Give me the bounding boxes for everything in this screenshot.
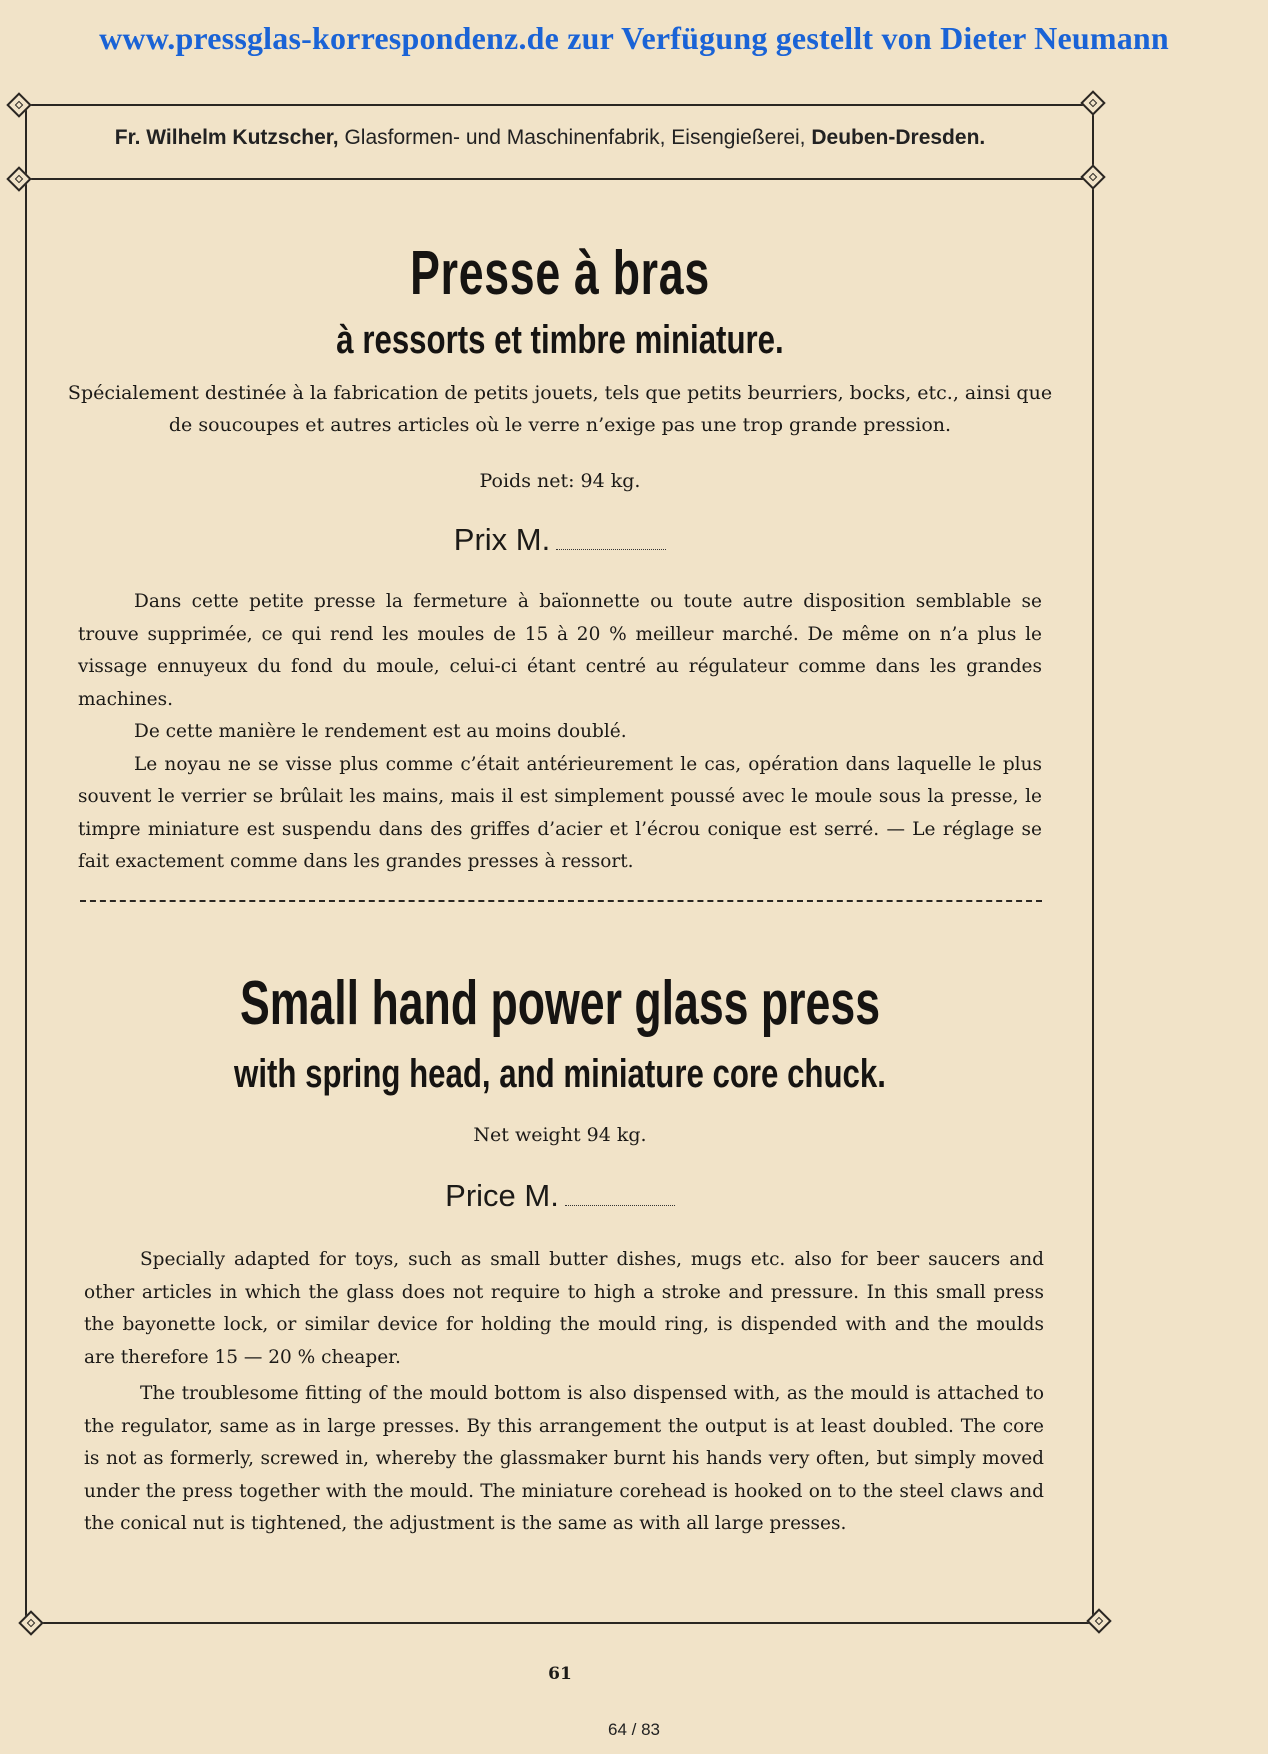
french-body bbox=[78, 586, 1042, 879]
company-place: Deuben-Dresden. bbox=[811, 126, 986, 149]
price-dots bbox=[565, 1205, 675, 1206]
english-subtitle: with spring head, and miniature core chuck. bbox=[234, 1052, 886, 1096]
french-title: Presse à bras bbox=[410, 239, 710, 308]
corner-ornament-icon bbox=[1086, 1608, 1111, 1633]
french-weight: Poids net: 94 kg. bbox=[479, 470, 641, 492]
corner-ornament-icon bbox=[1080, 164, 1105, 189]
french-intro-line-2: de soucoupes et autres articles où le verre n’exige pas une trop grande pression. bbox=[168, 414, 952, 436]
frame-top-line bbox=[24, 104, 1094, 106]
french-paragraph-1: Dans cette petite presse la fermeture à baïonnette ou toute autre disposition semblable se trouve supprimée, ce qui rend les moules de 15 à 20 % meilleur marché. De même on n’a plus le vissage ennuyeux du fond du moule, celui-ci étant centré au régulateur comme dans les grandes machines. bbox=[78, 591, 1042, 710]
english-paragraph-2: The troublesome fitting of the mould bottom is also dispensed with, as the mould is attached to the regulator, same as in large presses. By this arrangement the output is at least doubled. The core is not as formerly, screwed in, whereby the glassmaker burnt his hands very often, but simply moved under the press together with the mould. The miniature corehead is hooked on to the steel claws and the conical nut is tightened, the adjustment is the same as with all large presses. bbox=[84, 1383, 1044, 1534]
frame-header-line bbox=[24, 178, 1094, 180]
price-dots bbox=[556, 549, 666, 550]
frame-bottom-line bbox=[32, 1622, 1100, 1624]
corner-ornament-icon bbox=[18, 1610, 43, 1635]
section-divider bbox=[80, 900, 1042, 902]
page-number: 61 bbox=[548, 1664, 572, 1684]
english-weight: Net weight 94 kg. bbox=[473, 1124, 647, 1146]
french-paragraph-2: De cette manière le rendement est au moins doublé. bbox=[134, 721, 627, 742]
corner-ornament-icon bbox=[6, 92, 31, 117]
frame-left-line bbox=[25, 104, 27, 1622]
watermark-link[interactable]: www.pressglas-korrespondenz.de zur Verfügung gestellt von Dieter Neumann bbox=[99, 20, 1169, 56]
french-intro-line-1: Spécialement destinée à la fabrication de petits jouets, tels que petits beurriers, bocks, etc., ainsi que bbox=[67, 382, 1053, 404]
english-title: Small hand power glass press bbox=[239, 969, 881, 1038]
company-business: Glasformen- und Maschinenfabrik, Eisengießerei, bbox=[344, 126, 806, 149]
french-subtitle: à ressorts et timbre miniature. bbox=[336, 318, 784, 362]
french-paragraph-3: Le noyau ne se visse plus comme c’était antérieurement le cas, opération dans laquelle le plus souvent le verrier se brûlait les mains, mais il est simplement poussé avec le moule sous la presse, le timpre miniature est suspendu dans des griffes d’acier et l’écrou conique est serré. — Le réglage se fait exactement comme dans les grandes presses à ressort. bbox=[78, 753, 1042, 872]
corner-ornament-icon bbox=[6, 166, 31, 191]
pdf-page-indicator: 64 / 83 bbox=[608, 1720, 660, 1739]
frame-right-line bbox=[1092, 104, 1094, 1622]
company-name: Fr. Wilhelm Kutzscher, bbox=[114, 126, 339, 149]
company-header bbox=[40, 126, 1060, 150]
english-paragraph-1: Specially adapted for toys, such as small butter dishes, mugs etc. also for beer saucers and other articles in which the glass does not require to high a stroke and pressure. In this small press the bayonette lock, or similar device for holding the mould ring, is dispended with and the moulds are therefore 15 — 20 % cheaper. bbox=[84, 1249, 1044, 1368]
english-body bbox=[84, 1244, 1044, 1541]
english-price-label: Price M. bbox=[445, 1178, 559, 1213]
french-price bbox=[0, 522, 1120, 558]
english-price bbox=[0, 1178, 1120, 1214]
corner-ornament-icon bbox=[1080, 90, 1105, 115]
french-price-label: Prix M. bbox=[453, 522, 551, 557]
